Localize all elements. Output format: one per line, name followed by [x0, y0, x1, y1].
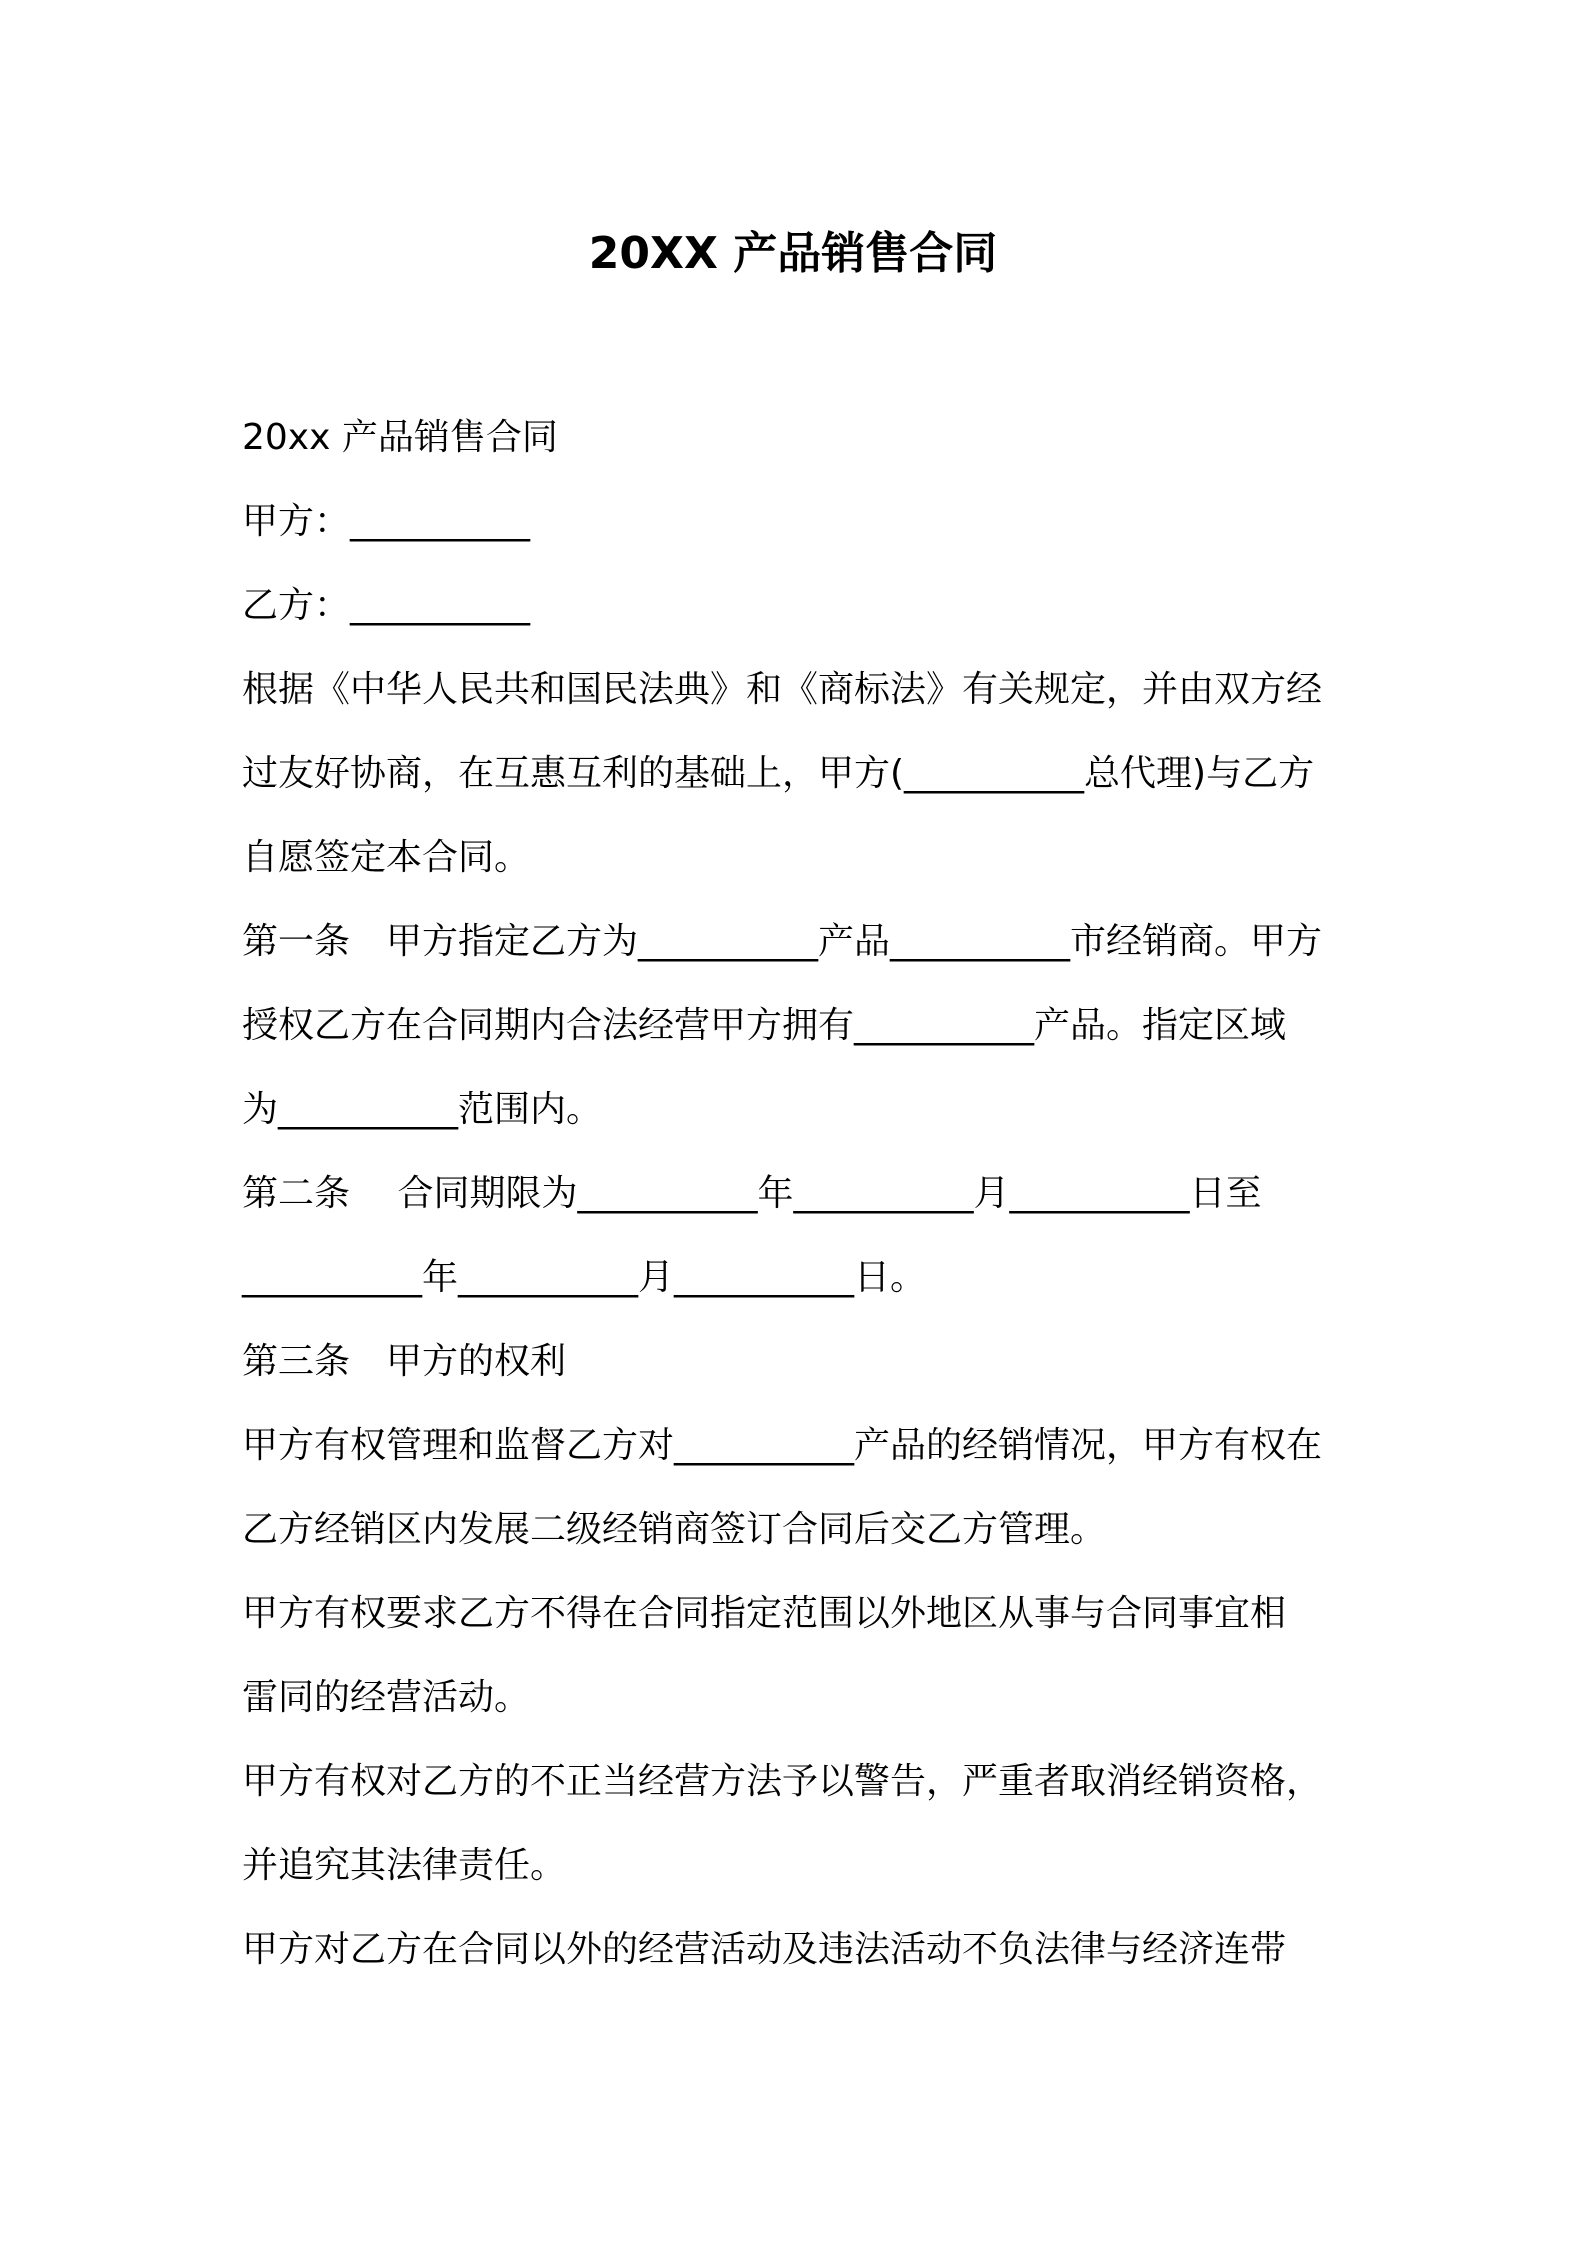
party-b-line: 乙方：__________: [242, 585, 531, 626]
article-3-clause-1-line-2: 乙方经销区内发展二级经销商签订合同后交乙方管理。: [242, 1509, 1107, 1550]
preamble-line-3: 自愿签定本合同。: [242, 837, 531, 878]
preamble-line-1: 根据《中华人民共和国民法典》和《商标法》有关规定，并由双方经: [242, 669, 1323, 710]
preamble-line-2: 过友好协商，在互惠互利的基础上，甲方(__________总代理)与乙方: [242, 753, 1315, 794]
article-2-line-2: __________年__________月__________日。: [242, 1257, 926, 1298]
article-3-clause-3-line-1: 甲方有权对乙方的不正当经营方法予以警告，严重者取消经销资格，: [242, 1761, 1323, 1802]
article-3-clause-4-line-1: 甲方对乙方在合同以外的经营活动及违法活动不负法律与经济连带: [242, 1929, 1287, 1970]
article-3-clause-3-line-2: 并追究其法律责任。: [242, 1845, 567, 1886]
article-3-clause-1-line-1: 甲方有权管理和监督乙方对__________产品的经销情况，甲方有权在: [242, 1425, 1323, 1466]
document-title: 20XX 产品销售合同: [588, 228, 998, 279]
subtitle-line: 20xx 产品销售合同: [242, 417, 558, 458]
article-3-heading: 第三条 甲方的权利: [242, 1341, 567, 1382]
article-1-line-1: 第一条 甲方指定乙方为__________产品__________市经销商。甲方: [242, 921, 1323, 962]
article-2-line-1: 第二条 合同期限为__________年__________月__________日至: [242, 1173, 1262, 1214]
article-1-line-3: 为__________范围内。: [242, 1089, 603, 1130]
party-a-line: 甲方：__________: [242, 501, 531, 542]
article-3-clause-2-line-1: 甲方有权要求乙方不得在合同指定范围以外地区从事与合同事宜相: [242, 1593, 1287, 1634]
article-3-clause-2-line-2: 雷同的经营活动。: [242, 1677, 531, 1718]
article-1-line-2: 授权乙方在合同期内合法经营甲方拥有__________产品。指定区域: [242, 1005, 1287, 1046]
document-body: [242, 396, 1364, 1992]
